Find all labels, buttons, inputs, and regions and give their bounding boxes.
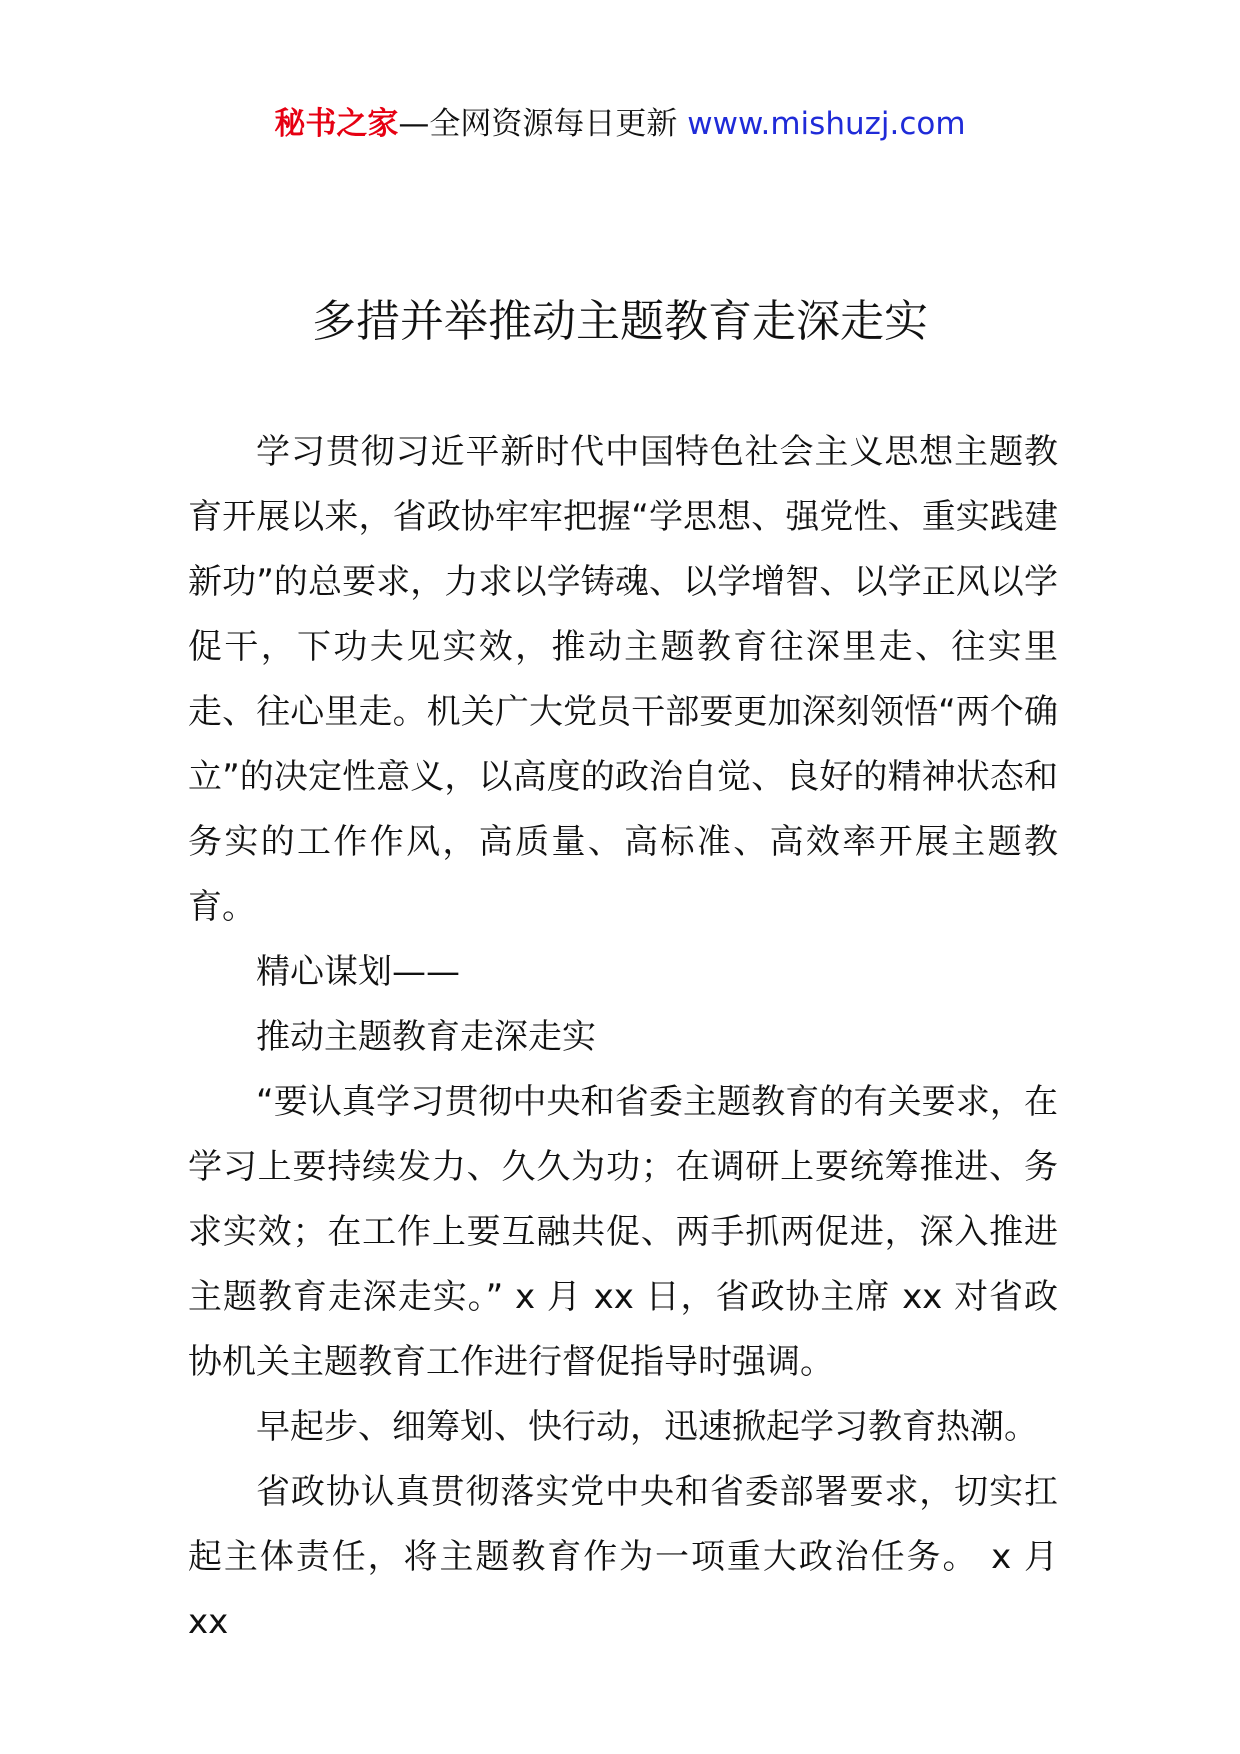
header-tagline: —全网资源每日更新 <box>398 106 688 142</box>
brand-name: 秘书之家 <box>274 106 399 142</box>
document-title: 多措并举推动主题教育走深走实 <box>312 296 928 347</box>
document-body <box>188 420 1058 1655</box>
site-url-link[interactable]: www.mishuzj.com <box>687 106 966 142</box>
section-heading-line2: 推动主题教育走深走实 <box>256 1017 596 1057</box>
paragraph-responsibility: 省政协认真贯彻落实党中央和省委部署要求，切实扛起主体责任，将主题教育作为一项重大政治任务。 x 月 xx <box>188 1472 1058 1642</box>
section-heading-line1: 精心谋划—— <box>256 952 460 992</box>
paragraph-intro: 学习贯彻习近平新时代中国特色社会主义思想主题教育开展以来，省政协牢牢把握“学思想、强党性、重实践建新功”的总要求，力求以学铸魂、以学增智、以学正风以学促干，下功夫见实效，推动主题教育往深里走、往实里走、往心里走。机关广大党员干部要更加深刻领悟“两个确立”的决定性意义，以高度的政治自觉、良好的精神状态和务实的工作作风，高质量、高标准、高效率开展主题教育。 <box>188 432 1058 927</box>
site-header <box>0 100 1240 148</box>
paragraph-quote: “要认真学习贯彻中央和省委主题教育的有关要求，在学习上要持续发力、久久为功；在调研上要统筹推进、务求实效；在工作上要互融共促、两手抓两促进，深入推进主题教育走深走实。” x 月 xx 日，省政协主席 xx 对省政协机关主题教育工作进行督促指导时强调。 <box>188 1082 1058 1382</box>
paragraph-action: 早起步、细筹划、快行动，迅速掀起学习教育热潮。 <box>256 1407 1038 1447</box>
